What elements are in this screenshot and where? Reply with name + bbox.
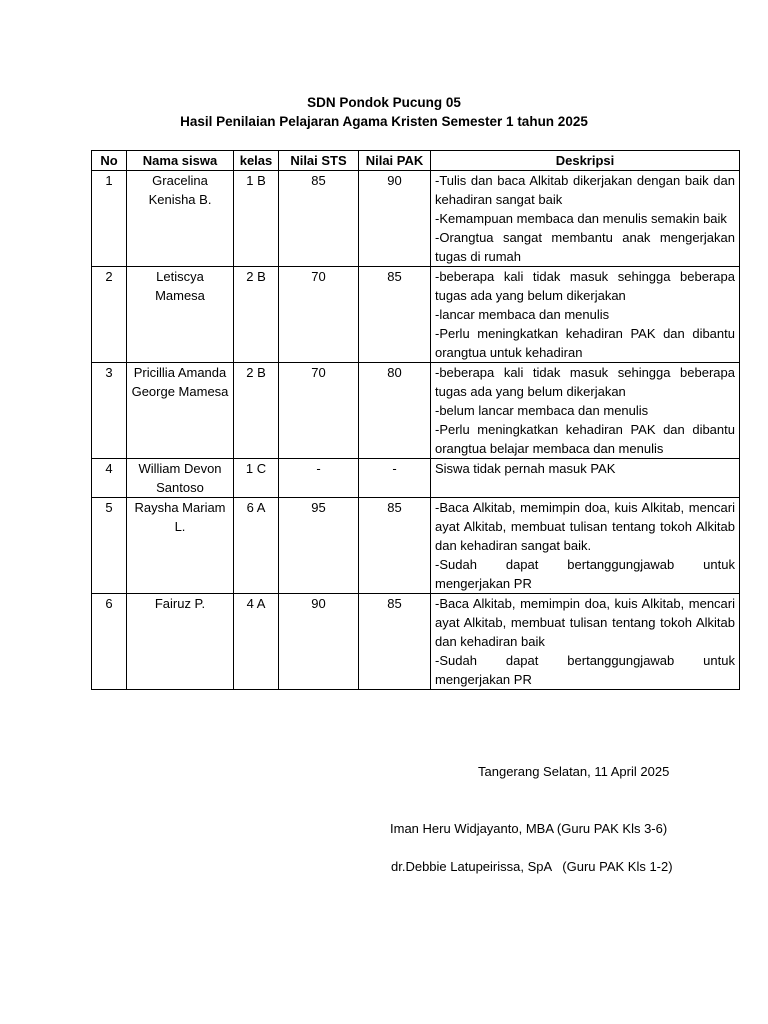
column-header-no: No [92, 151, 127, 171]
cell-pak: 85 [359, 267, 431, 363]
table-row [92, 498, 740, 594]
column-header-class: kelas [234, 151, 279, 171]
cell-description [431, 459, 740, 498]
cell-pak: 90 [359, 171, 431, 267]
description-line: -Perlu meningkatkan kehadiran PAK dan dibantu orangtua untuk kehadiran [435, 326, 735, 360]
cell-sts: - [279, 459, 359, 498]
cell-class: 1 B [234, 171, 279, 267]
description-line: -belum lancar membaca dan menulis [435, 403, 649, 418]
cell-description [431, 171, 740, 267]
school-name: SDN Pondok Pucung 05 [307, 95, 461, 110]
description-line: -Sudah dapat bertanggungjawab untuk mengerjakan PR [435, 557, 735, 591]
description-line: -Tulis dan baca Alkitab dikerjakan dengan baik dan kehadiran sangat baik [435, 173, 735, 207]
column-header-sts: Nilai STS [279, 151, 359, 171]
description-line: -beberapa kali tidak masuk sehingga beberapa tugas ada yang belum dikerjakan [435, 269, 735, 303]
grades-table [91, 150, 740, 690]
signatory-2: dr.Debbie Latupeirissa, SpA (Guru PAK Kls 1-2) [391, 859, 673, 874]
document-title: Hasil Penilaian Pelajaran Agama Kristen Semester 1 tahun 2025 [180, 114, 588, 129]
cell-description [431, 594, 740, 690]
cell-no: 3 [92, 363, 127, 459]
cell-class: 2 B [234, 267, 279, 363]
cell-sts: 85 [279, 171, 359, 267]
cell-name: William Devon Santoso [127, 459, 234, 498]
table-row [92, 267, 740, 363]
cell-sts: 70 [279, 363, 359, 459]
cell-no: 1 [92, 171, 127, 267]
description-line: -lancar membaca dan menulis [435, 307, 610, 322]
cell-no: 4 [92, 459, 127, 498]
cell-no: 5 [92, 498, 127, 594]
description-line: -beberapa kali tidak masuk sehingga beberapa tugas ada yang belum dikerjakan [435, 365, 735, 399]
cell-pak: 85 [359, 498, 431, 594]
cell-name: Letiscya Mamesa [127, 267, 234, 363]
cell-sts: 70 [279, 267, 359, 363]
table-row [92, 171, 740, 267]
table-row [92, 363, 740, 459]
cell-class: 1 C [234, 459, 279, 498]
cell-class: 2 B [234, 363, 279, 459]
cell-pak: 85 [359, 594, 431, 690]
cell-name: Fairuz P. [127, 594, 234, 690]
cell-no: 2 [92, 267, 127, 363]
description-line: -Sudah dapat bertanggungjawab untuk mengerjakan PR [435, 653, 735, 687]
cell-sts: 90 [279, 594, 359, 690]
cell-description [431, 498, 740, 594]
cell-sts: 95 [279, 498, 359, 594]
cell-description [431, 267, 740, 363]
cell-class: 6 A [234, 498, 279, 594]
column-header-description: Deskripsi [431, 151, 740, 171]
place-date: Tangerang Selatan, 11 April 2025 [478, 764, 670, 779]
column-header-name: Nama siswa [127, 151, 234, 171]
signatory-1: Iman Heru Widjayanto, MBA (Guru PAK Kls 3-6) [390, 821, 668, 836]
column-header-pak: Nilai PAK [359, 151, 431, 171]
table-row [92, 594, 740, 690]
table-header-row [92, 151, 740, 171]
description-line: -Orangtua sangat membantu anak mengerjakan tugas di rumah [435, 230, 735, 264]
cell-name: Raysha Mariam L. [127, 498, 234, 594]
description-line: -Baca Alkitab, memimpin doa, kuis Alkitab, mencari ayat Alkitab, membuat tulisan tentang tokoh Alkitab dan kehadiran baik [435, 596, 735, 649]
cell-no: 6 [92, 594, 127, 690]
description-line: -Baca Alkitab, memimpin doa, kuis Alkitab, mencari ayat Alkitab, membuat tulisan tentang tokoh Alkitab dan kehadiran sangat baik. [435, 500, 735, 553]
cell-name: Pricillia Amanda George Mamesa [127, 363, 234, 459]
description-line: -Kemampuan membaca dan menulis semakin baik [435, 211, 727, 226]
cell-name: Gracelina Kenisha B. [127, 171, 234, 267]
cell-class: 4 A [234, 594, 279, 690]
description-line: -Perlu meningkatkan kehadiran PAK dan dibantu orangtua belajar membaca dan menulis [435, 422, 735, 456]
cell-pak: - [359, 459, 431, 498]
table-row [92, 459, 740, 498]
cell-pak: 80 [359, 363, 431, 459]
cell-description [431, 363, 740, 459]
description-line: Siswa tidak pernah masuk PAK [435, 461, 616, 476]
